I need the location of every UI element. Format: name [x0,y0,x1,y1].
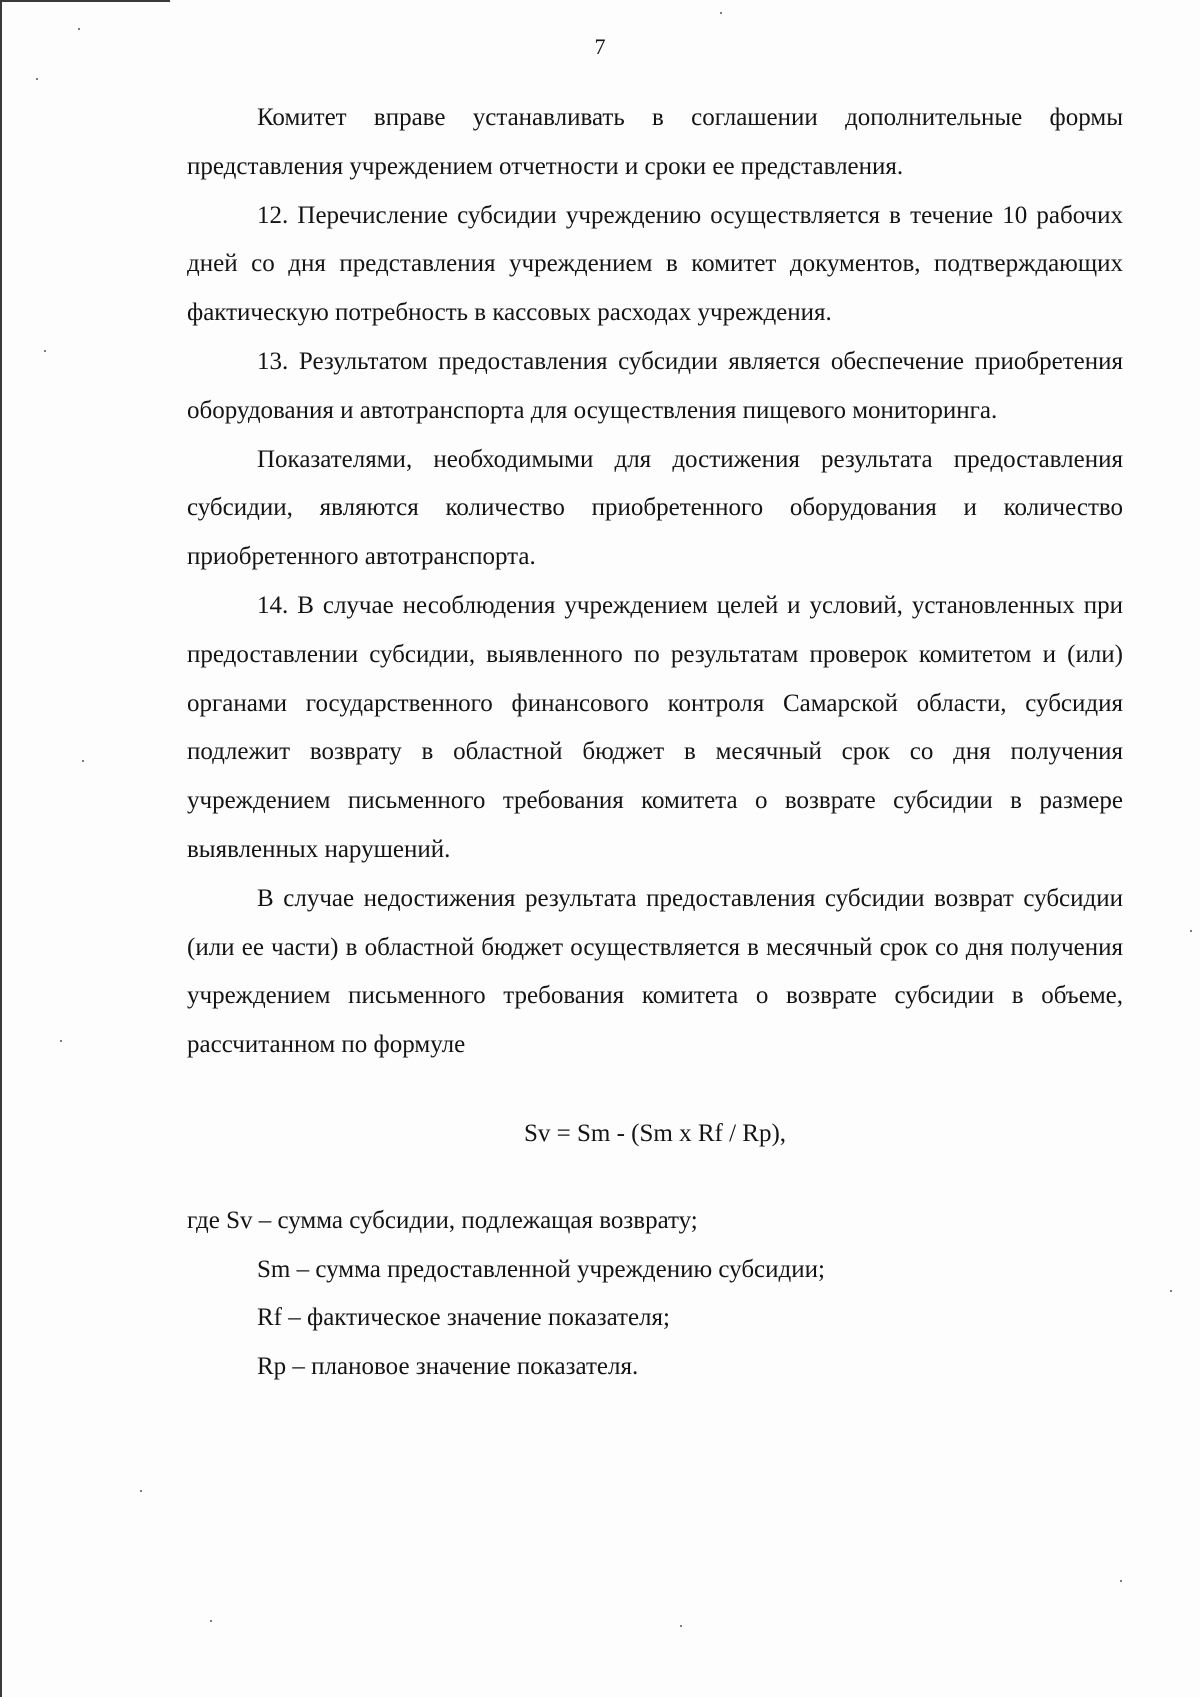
scan-speck [82,760,84,762]
scan-speck [210,1620,212,1622]
scan-speck [680,1625,682,1627]
refund-formula: Sv = Sm - (Sm x Rf / Rp), [523,1119,787,1147]
scan-speck [44,350,46,352]
paragraph-12-transfer: 12. Перечисление субсидии учреждению осуществляется в течение 10 рабочих дней со дня представления учреждением в комитет документов, подтверждающих фактическую потребность в кассовых расходах учреждения. [187,201,1123,327]
scan-left-edge [0,0,2,1697]
definition-sm: Sm – сумма предоставленной учреждению субсидии; [257,1255,825,1283]
paragraph-refund-formula-intro: В случае недостижения результата предоставления субсидии возврат субсидии (или ее части) в областной бюджет осуществляется в месячный срок со дня получения учреждением письменного требования комитета о возврате субсидии в объеме, рассчитанном по формуле [187,884,1123,1059]
document-body [187,94,1123,1392]
definition-sv: где Sv – сумма субсидии, подлежащая возврату; [187,1206,698,1234]
definition-rp: Rp – плановое значение показателя. [257,1353,639,1381]
scan-speck [720,12,722,14]
page-number: 7 [594,34,606,59]
formula-definitions [187,1197,1123,1392]
paragraph-report-forms: Комитет вправе устанавливать в соглашении дополнительные формы представления учреждением отчетности и сроки ее представления. [187,104,1123,180]
scan-speck [1170,1290,1172,1292]
scan-speck [1120,1580,1122,1582]
paragraph-13-result: 13. Результатом предоставления субсидии является обеспечение приобретения оборудования и автотранспорта для осуществления пищевого мониторинга. [187,347,1123,424]
paragraph-indicators: Показателями, необходимыми для достижения результата предоставления субсидии, являются количество приобретенного оборудования и количество приобретенного автотранспорта. [187,445,1123,571]
scan-speck [78,28,80,30]
scan-speck [36,78,38,80]
definition-rf: Rf – фактическое значение показателя; [257,1304,670,1332]
paragraph-14-violation: 14. В случае несоблюдения учреждением целей и условий, установленных при предоставлении субсидии, выявленного по результатам проверок комитетом и (или) органами государственного финансового контроля Самарской области, субсидия подлежит возврату в областной бюджет в месячный срок со дня получения учреждением письменного требования комитета о возврате субсидии в размере выявленных нарушений. [187,591,1123,863]
scan-top-edge [0,0,170,2]
scan-speck [140,1490,142,1492]
scan-speck [60,1040,62,1042]
scan-speck [1190,930,1192,932]
